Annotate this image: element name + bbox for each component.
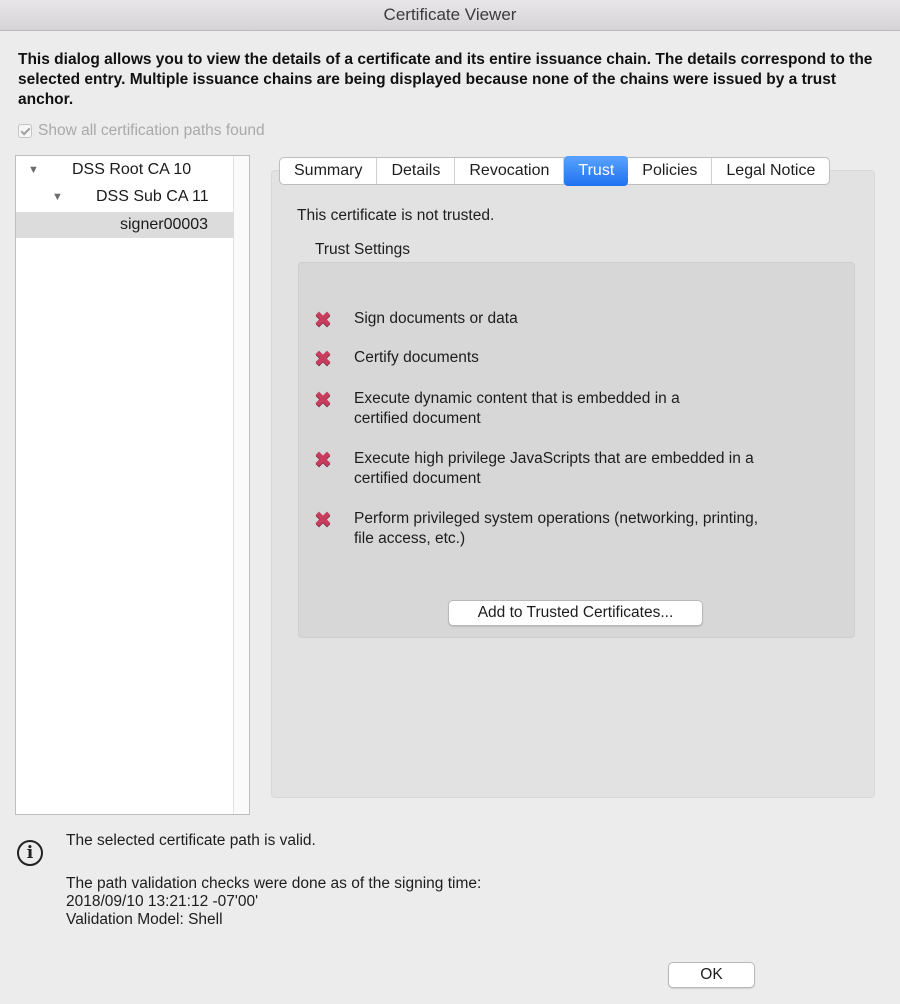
tree-scrollbar[interactable] xyxy=(233,156,249,814)
tab-summary[interactable]: Summary xyxy=(280,158,377,184)
permission-label: Execute high privilege JavaScripts that are embedded in a xyxy=(354,450,754,467)
permission-label: Sign documents or data xyxy=(354,310,518,327)
permission-label-continued: file access, etc.) xyxy=(354,530,466,547)
disclosure-triangle-icon[interactable]: ▼ xyxy=(28,164,39,176)
trust-settings-label: Trust Settings xyxy=(315,241,411,258)
permission-label-continued: certified document xyxy=(354,410,481,427)
tree-node-root[interactable] xyxy=(16,157,234,183)
tree-node-label: DSS Sub CA 11 xyxy=(96,188,209,205)
permission-item xyxy=(312,509,832,549)
tab-bar xyxy=(279,157,830,185)
window-title: Certificate Viewer xyxy=(0,0,900,31)
path-valid-text: The selected certificate path is valid. xyxy=(66,832,316,849)
permission-item xyxy=(312,348,832,370)
show-all-paths-checkbox[interactable] xyxy=(18,121,265,141)
tree-node-label: DSS Root CA 10 xyxy=(72,161,192,178)
deny-x-icon: ✖ xyxy=(313,346,333,371)
checkbox-check-icon[interactable] xyxy=(18,124,32,138)
validation-model: Validation Model: Shell xyxy=(66,911,223,928)
intro-text: This dialog allows you to view the details of a certificate and its entire issuance chain. The details correspond to the selected entry. Multiple issuance chains are being displayed because none of the chains were issued by a trust anchor. xyxy=(18,51,873,108)
show-all-paths-label: Show all certification paths found xyxy=(38,122,265,139)
tree-node-sub[interactable] xyxy=(16,184,234,210)
permission-label: Execute dynamic content that is embedded in a xyxy=(354,390,680,407)
permission-item xyxy=(312,389,832,429)
add-to-trusted-certificates-button[interactable]: Add to Trusted Certificates... xyxy=(448,600,703,626)
tree-node-signer[interactable] xyxy=(16,212,234,238)
deny-x-icon: ✖ xyxy=(313,447,333,472)
permission-label: Perform privileged system operations (networking, printing, xyxy=(354,510,759,527)
permission-label: Certify documents xyxy=(354,349,479,366)
tab-revocation[interactable]: Revocation xyxy=(455,158,564,184)
trust-status-text: This certificate is not trusted. xyxy=(297,207,495,224)
deny-x-icon: ✖ xyxy=(313,507,333,532)
permission-item xyxy=(312,309,832,331)
validation-checks-text: The path validation checks were done as of the signing time: xyxy=(66,875,482,892)
tab-details[interactable]: Details xyxy=(377,158,455,184)
signing-time: 2018/09/10 13:21:12 -07'00' xyxy=(66,893,259,910)
tree-node-label: signer00003 xyxy=(120,216,209,233)
tab-legal-notice[interactable]: Legal Notice xyxy=(726,162,816,179)
disclosure-triangle-icon[interactable]: ▼ xyxy=(52,191,63,203)
permission-label-continued: certified document xyxy=(354,470,481,487)
ok-button[interactable]: OK xyxy=(668,962,755,988)
tab-policies[interactable]: Policies xyxy=(628,158,712,184)
deny-x-icon: ✖ xyxy=(313,387,333,412)
info-icon: i xyxy=(17,840,43,866)
certificate-path-tree[interactable] xyxy=(15,155,250,815)
permission-item xyxy=(312,449,832,489)
deny-x-icon: ✖ xyxy=(313,307,333,332)
tab-trust[interactable]: Trust xyxy=(564,156,628,186)
